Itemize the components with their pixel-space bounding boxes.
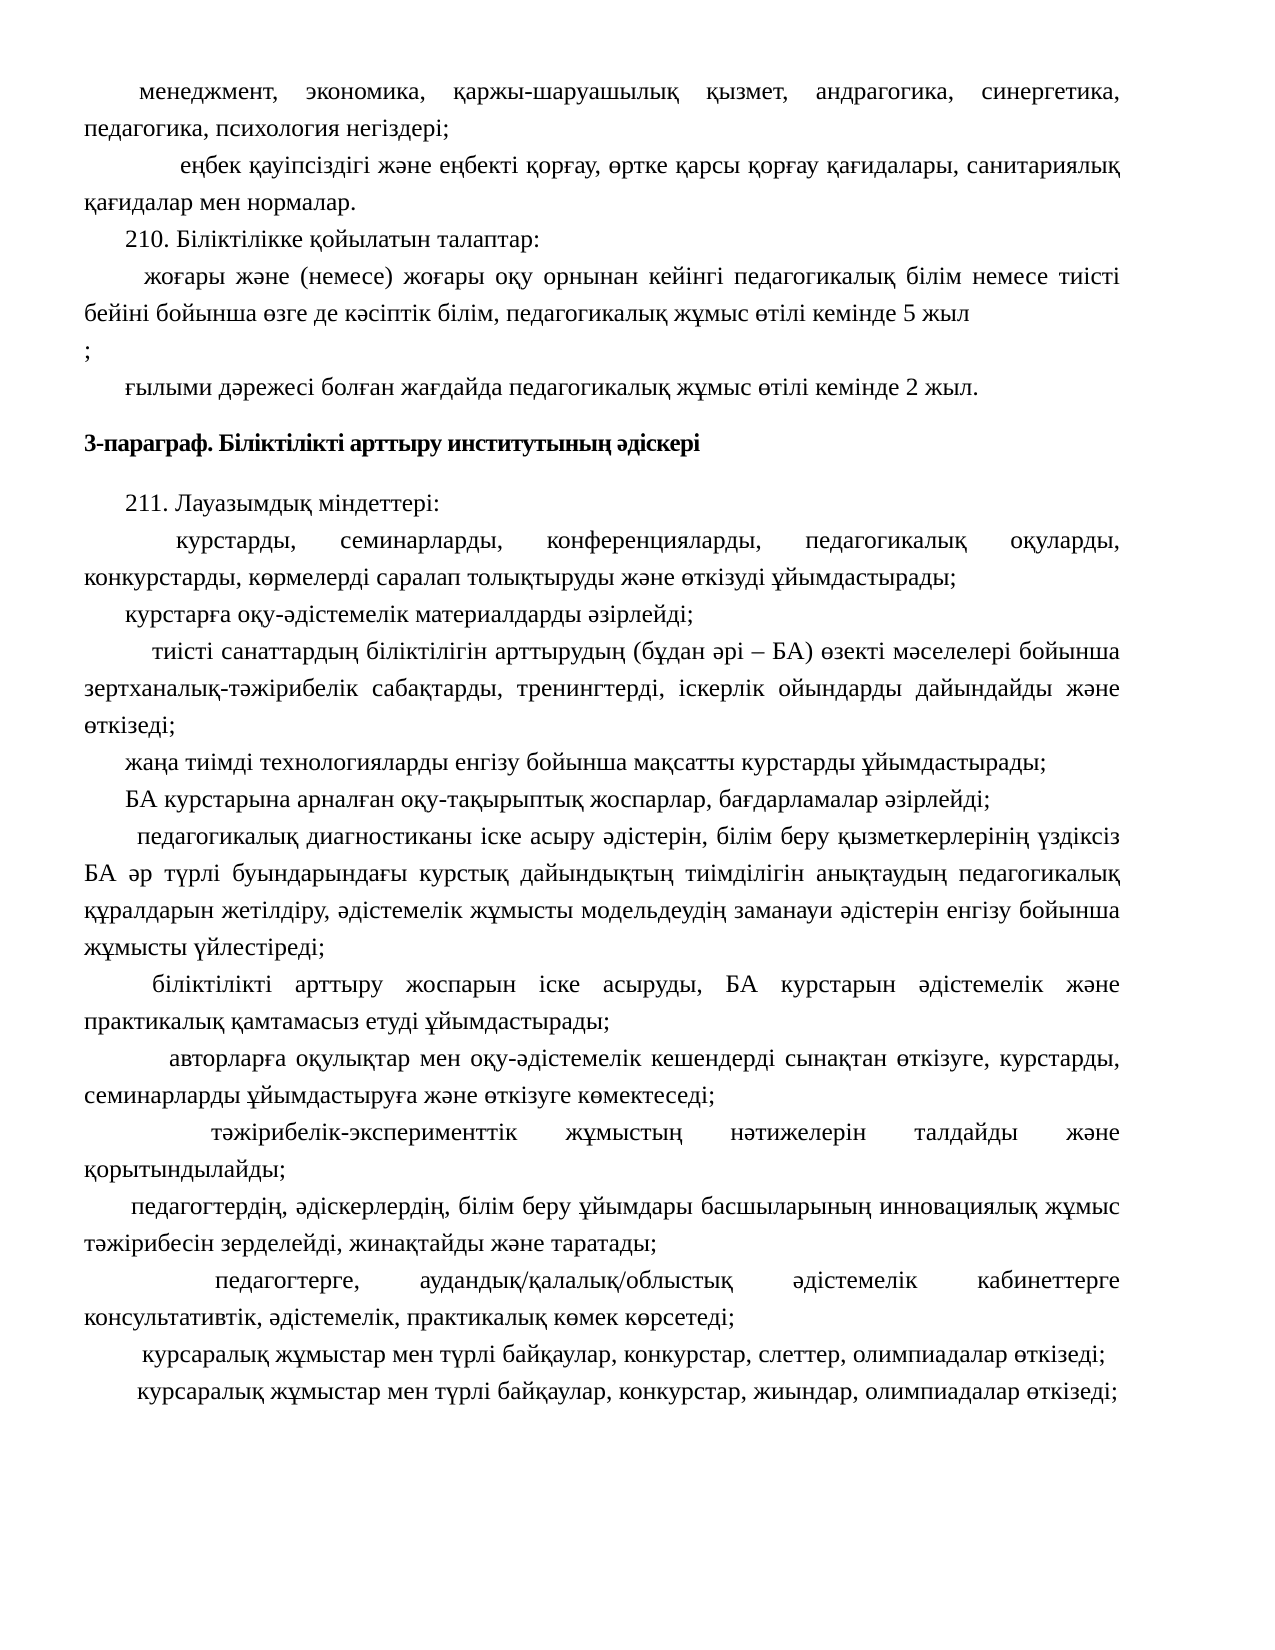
- item-211-job-duties: 211. Лауазымдық міндеттері:: [125, 488, 441, 517]
- paragraph-higher-education-requirement: жоғары және (немесе) жоғары оқу орнынан кейінгі педагогикалық білім немесе тиісті бейіні бойынша өзге де кәсіптік білім, педагогикалық жұмыс өтілі кемінде 5 жыл: [84, 261, 1120, 327]
- paragraph-semicolon: ;: [84, 335, 92, 364]
- duty-implement-plan: біліктілікті арттыру жоспарын іске асыруды, БА курстарын әдістемелік және практикалық қамтамасыз етуді ұйымдастырады;: [84, 969, 1120, 1035]
- duty-study-innovation: педагогтердің, әдіскерлердің, білім беру ұйымдары басшыларының инновациялық жұмыс тәжірибесін зерделейді, жинақтайды және таратады;: [84, 1191, 1120, 1257]
- duty-analyze-experiments: тәжірибелік-эксперименттік жұмыстың нәтижелерін талдайды және қорытындылайды;: [84, 1117, 1120, 1183]
- duty-curricula: БА курстарына арналған оқу-тақырыптық жоспарлар, бағдарламалар әзірлейді;: [125, 784, 991, 813]
- duty-develop-materials: курстарға оқу-әдістемелік материалдарды әзірлейді;: [125, 599, 694, 628]
- duty-consult-teachers: педагогтерге, аудандық/қалалық/облыстық әдістемелік кабинеттерге консультативтік, әдістемелік, практикалық көмек көрсетеді;: [84, 1265, 1120, 1331]
- item-210-qualification-requirements: 210. Біліктілікке қойылатын талаптар:: [125, 224, 541, 253]
- section-heading: 3-параграф. Біліктілікті арттыру институтының әдіскері: [84, 430, 700, 457]
- paragraph-labor-safety: еңбек қауіпсіздігі және еңбекті қорғау, өртке қарсы қорғау қағидалары, санитариялық қағидалар мен нормалар.: [84, 150, 1120, 216]
- paragraph-academic-degree-requirement: ғылыми дәрежесі болған жағдайда педагогикалық жұмыс өтілі кемінде 2 жыл.: [125, 372, 979, 401]
- duty-targeted-courses: жаңа тиімді технологияларды енгізу бойынша мақсатты курстарды ұйымдастырады;: [125, 747, 1047, 776]
- duty-intercourse-events-1: курсаралық жұмыстар мен түрлі байқаулар, конкурстар, слеттер, олимпиадалар өткізеді;: [142, 1339, 1106, 1368]
- duty-conduct-practical-sessions: тиісті санаттардың біліктілігін арттырудың (бұдан әрі – БА) өзекті мәселелері бойынша зертханалық-тәжірибелік сабақтарды, тренингтерді, іскерлік ойындарды дайындайды және өткізеді;: [84, 636, 1120, 739]
- duty-intercourse-events-2: курсаралық жұмыстар мен түрлі байқаулар, конкурстар, жиындар, олимпиадалар өткізеді;: [137, 1376, 1118, 1405]
- duty-organize-courses: курстарды, семинарларды, конференцияларды, педагогикалық оқуларды, конкурстарды, көрмелерді саралап толықтыруды және өткізуді ұйымдастырады;: [84, 525, 1120, 591]
- duty-coordinate-diagnostics: педагогикалық диагностиканы іске асыру әдістерін, білім беру қызметкерлерінің үздіксіз БА әр түрлі буындарындағы курстық дайындықтың тиімділігін анықтаудың педагогикалық құралдарын жетілдіру, әдістемелік жұмысты модельдеудің заманауи әдістерін енгізу бойынша жұмысты үйлестіреді;: [84, 821, 1120, 961]
- paragraph-knowledge-management: менеджмент, экономика, қаржы-шаруашылық қызмет, андрагогика, синергетика, педагогика, психология негіздері;: [84, 76, 1120, 142]
- duty-assist-authors: авторларға оқулықтар мен оқу-әдістемелік кешендерді сынақтан өткізуге, курстарды, семинарларды ұйымдастыруға және өткізуге көмектеседі;: [84, 1043, 1120, 1109]
- document-page: [84, 72, 1120, 1409]
